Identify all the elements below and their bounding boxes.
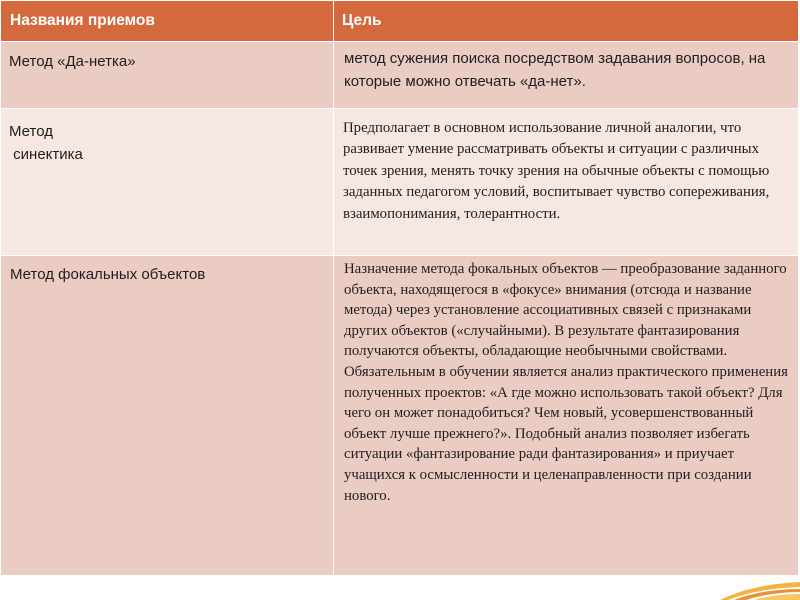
- method-goal-cell: [334, 42, 799, 109]
- method-name-cell: [1, 109, 334, 256]
- header-names: [1, 1, 334, 42]
- table-row: [1, 256, 799, 576]
- table-row: [1, 42, 799, 109]
- method-goal: метод сужения поиска посредством задавания вопросов, на которые можно отвечать «да-нет».: [344, 50, 766, 90]
- header-goal-label: Цель: [342, 12, 382, 29]
- swoosh-graphic: [720, 578, 800, 600]
- method-name: Метод синектика: [9, 123, 83, 163]
- table-row: [1, 109, 799, 256]
- table-header-row: [1, 1, 799, 42]
- method-goal-cell: [334, 109, 799, 256]
- method-name: Метод «Да-нетка»: [9, 53, 136, 70]
- method-name-cell: [1, 256, 334, 576]
- header-names-label: Названия приемов: [10, 12, 155, 29]
- header-goal: [334, 1, 799, 42]
- method-goal-cell: [334, 256, 799, 576]
- method-goal: Предполагает в основном использование личной аналогии, что развивает умение рассматривать объекты и ситуации с различных точек зрения, менять точку зрения на обычные объекты с помощью заданных педагогом условий, воспитывает чувство сопереживания, взаимопонимания, толерантности.: [343, 120, 770, 222]
- decorative-swoosh: [720, 578, 800, 600]
- method-name-cell: [1, 42, 334, 109]
- method-name: Метод фокальных объектов: [10, 266, 206, 283]
- method-goal: Назначение метода фокальных объектов — преобразование заданного объекта, находящегося в «фокусе» внимания (отсюда и название метода) через установление ассоциативных связей с признаками других объектов («случайными). В результате фантазирования получаются объекты, обладающие необычными свойствами. Обязательным в обучении является анализ практического применения полученных проектов: «А где можно использовать такой объект? Для чего он может понадобиться? Чем новый, усовершенствованный объект лучше прежнего?». Подобный анализ позволяет избегать ситуации «фантазирование ради фантазирования» и приучает учащихся к осмысленности и целенаправленности при создании нового.: [344, 261, 788, 504]
